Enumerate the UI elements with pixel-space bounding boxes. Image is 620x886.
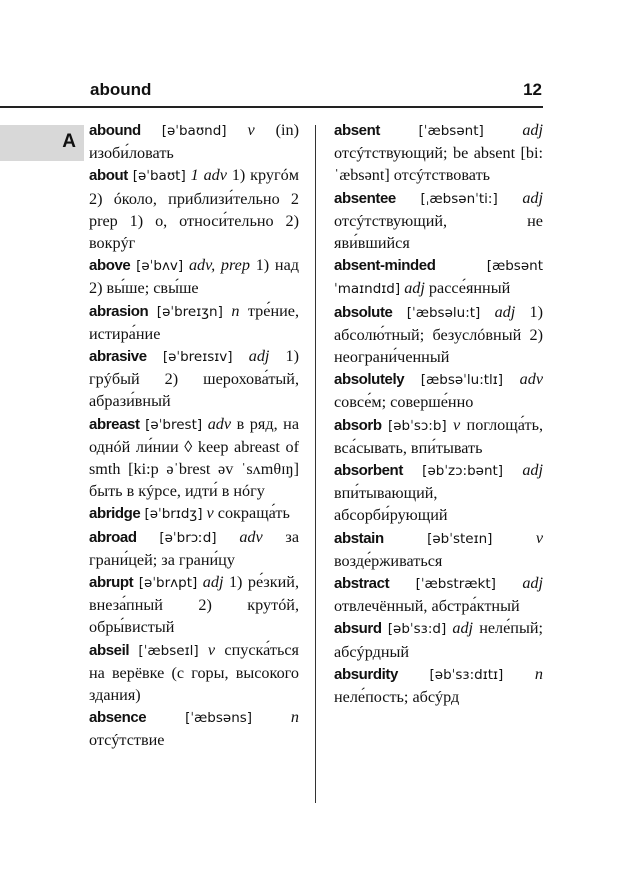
right-column xyxy=(334,119,543,708)
entry-headword: abrasive xyxy=(89,348,147,366)
entry-headword: absent-minded xyxy=(334,257,436,275)
entry-part-of-speech: v xyxy=(535,528,544,547)
entry-transcription: [əbˈsɜ:dɪtɪ] xyxy=(429,666,504,683)
entry-definition: 1) над 2) вы́ше; свы́ше xyxy=(89,256,300,298)
letter-tab-label: A xyxy=(62,131,76,152)
entry-headword: abstract xyxy=(334,575,390,593)
entry-definition: за грани́цей; за грани́цу xyxy=(89,527,300,569)
dictionary-entry xyxy=(89,639,299,707)
entry-part-of-speech: adv xyxy=(239,527,263,546)
column-divider xyxy=(315,125,316,803)
entry-transcription: [ˌæbsənˈti:] xyxy=(420,190,498,207)
dictionary-entry xyxy=(89,164,299,254)
entry-definition: поглоща́ть, вса́сывать, впи́тывать xyxy=(334,415,544,457)
running-head-word: abound xyxy=(90,80,152,99)
entry-part-of-speech: n xyxy=(290,708,299,727)
entry-part-of-speech: v xyxy=(247,121,255,139)
entry-headword: abreast xyxy=(89,415,140,433)
entry-definition: отсýтствующий; be absent [bi: ˈæbsənt] отсýтствовать xyxy=(334,144,543,185)
entry-headword: absolutely xyxy=(334,371,405,389)
entry-definition: 1) грýбый 2) шерохова́тый, абрази́вный xyxy=(89,347,300,411)
entry-headword: absolute xyxy=(334,303,393,321)
entry-headword: absorb xyxy=(334,416,382,434)
dictionary-entry xyxy=(89,571,299,639)
entry-transcription: [əˈbaʊnd] xyxy=(161,123,227,139)
entry-transcription: [əbˈsɔ:b] xyxy=(387,417,447,434)
entry-transcription: [æbsəˈlu:tlɪ] xyxy=(420,372,504,389)
entry-transcription: [ˈæbsəlu:t] xyxy=(406,304,481,321)
dictionary-entry xyxy=(334,368,543,413)
entry-definition: отсýтствующий, не яви́вшийся xyxy=(334,211,543,253)
entry-definition: совсе́м; соверше́нно xyxy=(334,393,474,412)
dictionary-entry xyxy=(89,526,299,571)
entry-part-of-speech: v xyxy=(453,415,461,434)
entry-part-of-speech: adv xyxy=(207,414,232,433)
entry-transcription: [əbˈsɜ:d] xyxy=(387,621,447,638)
dictionary-entry xyxy=(89,300,299,345)
entry-part-of-speech: adj xyxy=(522,188,543,207)
entry-headword: abridge xyxy=(89,505,141,523)
entry-part-of-speech: n xyxy=(231,301,240,320)
page-number: 12 xyxy=(523,80,542,99)
entry-transcription: [əˈbreɪsɪv] xyxy=(162,349,233,366)
entry-definition: в ряд, на однóй ли́нии ◊ keep abreast of smth [ki:p əˈbrest əv ˈsʌmθɪŋ] быть в кýрсе, идти́ в нóгу xyxy=(89,414,300,501)
entry-transcription: [əˈbrɪdʒ] xyxy=(144,506,203,523)
entry-part-of-speech: adj xyxy=(522,461,544,480)
entry-headword: absurd xyxy=(334,620,382,638)
entry-part-of-speech: v xyxy=(206,504,214,523)
dictionary-entry xyxy=(334,254,543,300)
entry-part-of-speech: adv, prep xyxy=(188,256,250,275)
entry-transcription: [ˈæbseɪl] xyxy=(138,642,199,659)
entry-transcription: [ˈæbsəns] xyxy=(185,710,253,727)
entry-transcription: [əˈbaʊt] xyxy=(132,168,186,185)
entry-transcription: [əbˈsteɪn] xyxy=(427,530,493,547)
entry-headword: about xyxy=(89,167,128,185)
dictionary-entry xyxy=(89,119,299,164)
entry-part-of-speech: v xyxy=(207,640,216,659)
entry-part-of-speech: n xyxy=(534,664,544,683)
entry-definition: сокраща́ть xyxy=(217,504,290,523)
entry-definition: рассе́янный xyxy=(428,279,511,298)
dictionary-entry xyxy=(89,502,299,525)
entry-part-of-speech: adj xyxy=(522,574,543,593)
header-rule xyxy=(0,106,543,108)
entry-definition: спуска́ться на верёвке (с горы, высокого здания) xyxy=(89,640,299,705)
entry-part-of-speech: adj xyxy=(404,279,425,298)
dictionary-entry xyxy=(334,187,543,255)
entry-part-of-speech: adj xyxy=(522,121,543,139)
entry-part-of-speech: 1 adv xyxy=(190,166,227,185)
entry-part-of-speech: adj xyxy=(202,573,224,592)
entry-part-of-speech: adj xyxy=(494,302,516,321)
entry-definition: неле́пый; абсýрдный xyxy=(334,619,543,661)
entry-headword: abstain xyxy=(334,529,384,547)
entry-transcription: [æbsəntˈmaɪndɪd] xyxy=(334,258,543,298)
entry-definition: 1) ре́зкий, внеза́пный 2) крутóй, обры́вистый xyxy=(89,573,300,637)
entry-definition: впи́тывающий, абсорби́рующий xyxy=(334,484,448,525)
entry-definition: возде́рживаться xyxy=(334,551,443,570)
entry-definition: (in) изоби́ловать xyxy=(89,121,299,163)
entry-transcription: [əˈbrest] xyxy=(145,416,203,433)
entry-part-of-speech: adv xyxy=(519,370,544,389)
dictionary-entry xyxy=(89,413,299,503)
entry-definition: 1) кругóм 2) óколо, приблизи́тельно 2 prep 1) о, относи́тельно 2) вокрýг xyxy=(89,166,299,253)
dictionary-entry xyxy=(89,706,299,751)
entry-headword: absurdity xyxy=(334,665,398,683)
entry-headword: abseil xyxy=(89,641,130,659)
entry-definition: отвлечённый, абстра́ктный xyxy=(334,597,520,616)
entry-headword: above xyxy=(89,257,131,275)
left-column xyxy=(89,119,299,752)
entry-headword: abrasion xyxy=(89,302,149,320)
dictionary-entry xyxy=(334,414,543,459)
dictionary-entry xyxy=(334,119,543,187)
entry-headword: absentee xyxy=(334,189,396,207)
entry-definition: тре́ние, истира́ние xyxy=(89,301,299,343)
entry-transcription: [ˈæbsənt] xyxy=(418,123,484,139)
entry-part-of-speech: adj xyxy=(452,619,474,638)
dictionary-entry xyxy=(334,617,543,662)
dictionary-entry xyxy=(334,572,543,617)
entry-headword: absence xyxy=(89,709,147,727)
dictionary-entry xyxy=(334,527,543,572)
entry-definition: отсýтствие xyxy=(89,731,165,750)
entry-definition: неле́пость; абсýрд xyxy=(334,688,460,707)
entry-transcription: [əbˈzɔ:bənt] xyxy=(422,463,504,480)
entry-transcription: [ˈæbstrækt] xyxy=(415,576,496,593)
dictionary-entry xyxy=(334,301,543,369)
dictionary-entry xyxy=(89,254,299,299)
entry-headword: abroad xyxy=(89,528,137,546)
entry-headword: abrupt xyxy=(89,574,134,592)
letter-tab xyxy=(0,125,84,161)
entry-definition: 1) абсолю́тный; безуслóвный 2) неограни́ченный xyxy=(334,302,544,367)
entry-transcription: [əˈbrɔːd] xyxy=(159,529,217,546)
entry-headword: absorbent xyxy=(334,462,403,480)
entry-transcription: [əˈbʌv] xyxy=(136,258,184,275)
dictionary-entry xyxy=(334,663,543,708)
dictionary-entry xyxy=(89,345,299,413)
dictionary-entry xyxy=(334,459,543,527)
entry-headword: abound xyxy=(89,122,141,139)
entry-part-of-speech: adj xyxy=(248,347,270,366)
running-head xyxy=(90,80,542,106)
entry-transcription: [əˈbreɪʒn] xyxy=(156,303,223,320)
entry-transcription: [əˈbrʌpt] xyxy=(138,575,198,592)
entry-headword: absent xyxy=(334,122,380,139)
